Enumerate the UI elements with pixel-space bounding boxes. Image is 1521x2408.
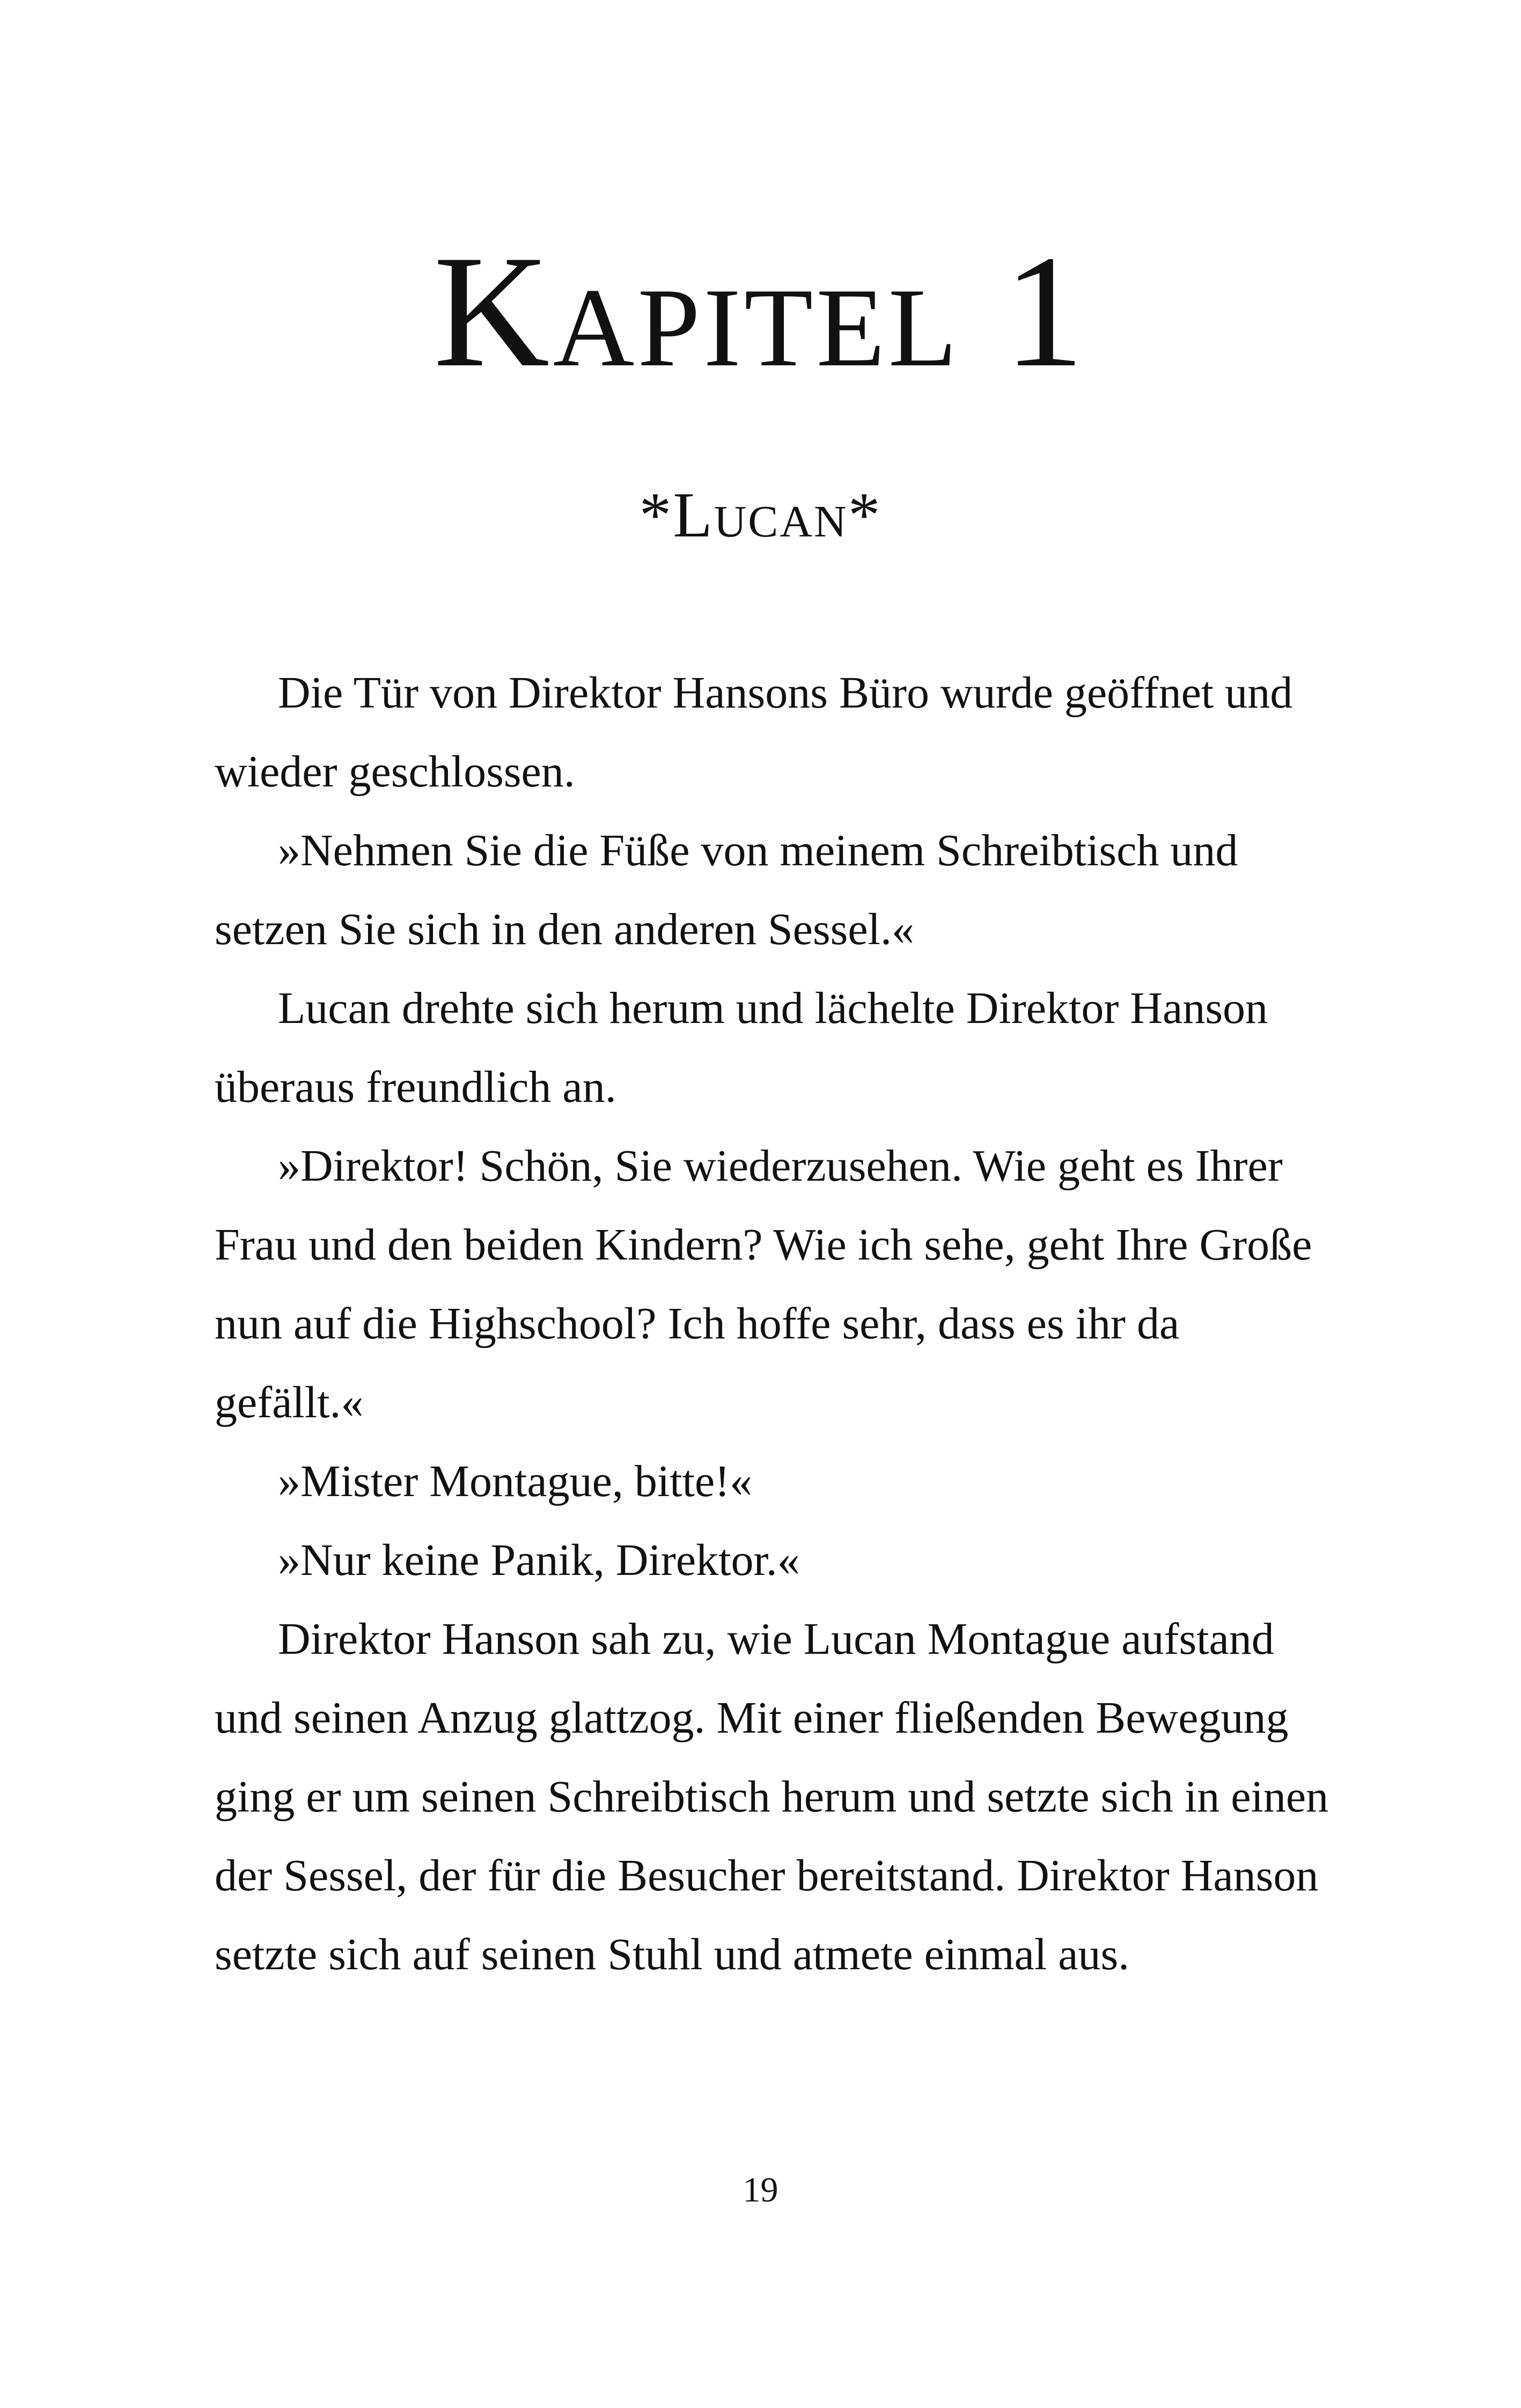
chapter-subtitle: *Lucan*: [639, 479, 882, 550]
chapter-body: [215, 653, 1336, 1994]
paragraph: »Nehmen Sie die Füße von meinem Schreibtisch und setzen Sie sich in den anderen Sessel.«: [215, 826, 1238, 954]
paragraph: »Direktor! Schön, Sie wiederzusehen. Wie geht es Ihrer Frau und den beiden Kindern? Wie ich sehe, geht Ihre Große nun auf die Highschool? Ich hoffe sehr, dass es ihr da gefällt.«: [215, 1141, 1312, 1427]
paragraph: Die Tür von Direktor Hansons Büro wurde geöffnet und wieder geschlossen.: [215, 668, 1293, 797]
page-number: 19: [743, 2170, 778, 2210]
paragraph: »Nur keine Panik, Direktor.«: [278, 1535, 800, 1585]
paragraph: Direktor Hanson sah zu, wie Lucan Montague aufstand und seinen Anzug glattzog. Mit einer fließenden Bewegung ging er um seinen Schreibtisch herum und setzte sich in einen der Sessel, der für die Besucher bereitstand. Direktor Hanson setzte sich auf seinen Stuhl und atmete einmal aus.: [215, 1614, 1329, 1979]
paragraph: »Mister Montague, bitte!«: [278, 1456, 753, 1506]
paragraph: Lucan drehte sich herum und lächelte Direktor Hanson überaus freundlich an.: [215, 983, 1268, 1112]
chapter-title: Kapitel 1: [433, 222, 1088, 400]
